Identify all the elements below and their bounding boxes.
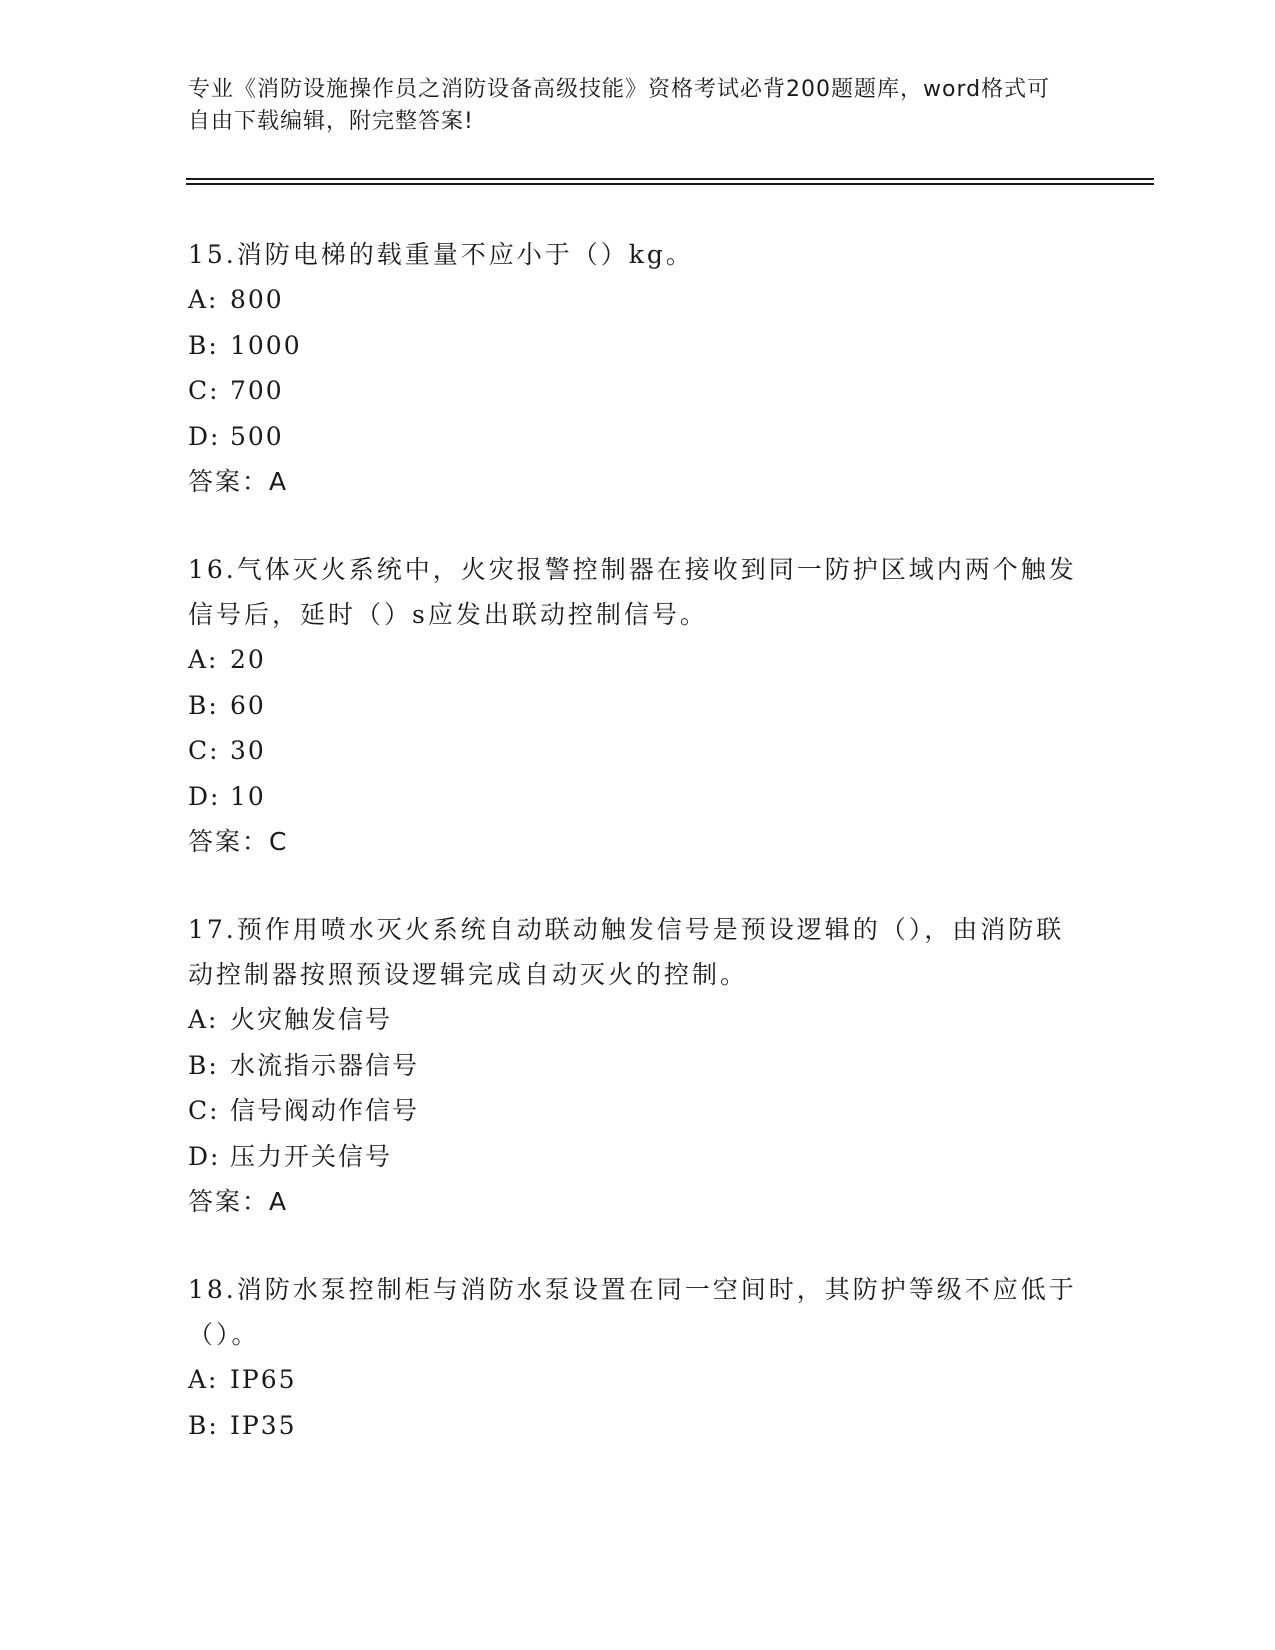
question-18 <box>188 1267 1088 1448</box>
option-c <box>188 728 1088 774</box>
option-text: 压力开关信号 <box>230 1141 393 1171</box>
answer-label: 答案：A <box>188 1187 289 1216</box>
option-text: 700 <box>230 376 284 405</box>
option-key: C: <box>188 376 220 405</box>
option-text: IP35 <box>230 1410 297 1440</box>
document-header: 专业《消防设施操作员之消防设备高级技能》资格考试必背200题题库，word格式可自由下载编辑，附完整答案! <box>188 77 1051 134</box>
question-17 <box>188 907 1088 1224</box>
option-text: IP65 <box>230 1365 297 1394</box>
option-b <box>188 1403 1088 1449</box>
option-text: 水流指示器信号 <box>230 1050 420 1080</box>
option-key: C: <box>188 736 220 765</box>
option-text: 火灾触发信号 <box>230 1005 393 1034</box>
option-text: 60 <box>230 690 266 720</box>
option-key: B: <box>188 690 219 720</box>
option-a <box>188 277 1088 323</box>
option-d <box>188 774 1088 820</box>
option-key: B: <box>188 1410 219 1440</box>
option-key: A: <box>188 1365 219 1394</box>
option-key: B: <box>188 1050 219 1080</box>
option-text: 500 <box>230 421 284 451</box>
option-b <box>188 683 1088 729</box>
option-key: D: <box>188 781 221 811</box>
option-a <box>188 637 1088 683</box>
option-a <box>188 1357 1088 1403</box>
question-list <box>188 232 1088 1491</box>
question-stem: 16.气体灭火系统中，火灾报警控制器在接收到同一防护区域内两个触发信号后，延时（）s应发出联动控制信号。 <box>188 555 1077 629</box>
option-text: 信号阀动作信号 <box>230 1096 420 1125</box>
option-text: 20 <box>230 645 266 674</box>
option-key: A: <box>188 285 219 314</box>
option-c <box>188 368 1088 414</box>
option-key: B: <box>188 330 219 360</box>
option-text: 800 <box>230 285 284 314</box>
header-divider-top <box>186 178 1154 180</box>
option-b <box>188 323 1088 369</box>
answer-label: 答案：C <box>188 827 289 856</box>
header-divider-bottom <box>186 183 1154 185</box>
option-key: D: <box>188 421 221 451</box>
question-16 <box>188 547 1088 864</box>
option-key: D: <box>188 1141 221 1171</box>
option-text: 10 <box>230 781 266 811</box>
question-stem: 17.预作用喷水灭火系统自动联动触发信号是预设逻辑的（），由消防联动控制器按照预设逻辑完成自动灭火的控制。 <box>188 915 1065 989</box>
option-d <box>188 414 1088 460</box>
option-text: 30 <box>230 736 266 765</box>
option-key: C: <box>188 1096 220 1125</box>
option-key: A: <box>188 1005 219 1034</box>
question-15 <box>188 232 1088 504</box>
option-text: 1000 <box>230 330 302 360</box>
option-b <box>188 1043 1088 1089</box>
option-key: A: <box>188 645 219 674</box>
option-c <box>188 1088 1088 1134</box>
option-d <box>188 1134 1088 1180</box>
question-stem: 15.消防电梯的载重量不应小于（）kg。 <box>188 240 694 269</box>
question-stem: 18.消防水泵控制柜与消防水泵设置在同一空间时，其防护等级不应低于（）。 <box>188 1275 1077 1349</box>
option-a <box>188 997 1088 1043</box>
answer-label: 答案：A <box>188 467 289 496</box>
